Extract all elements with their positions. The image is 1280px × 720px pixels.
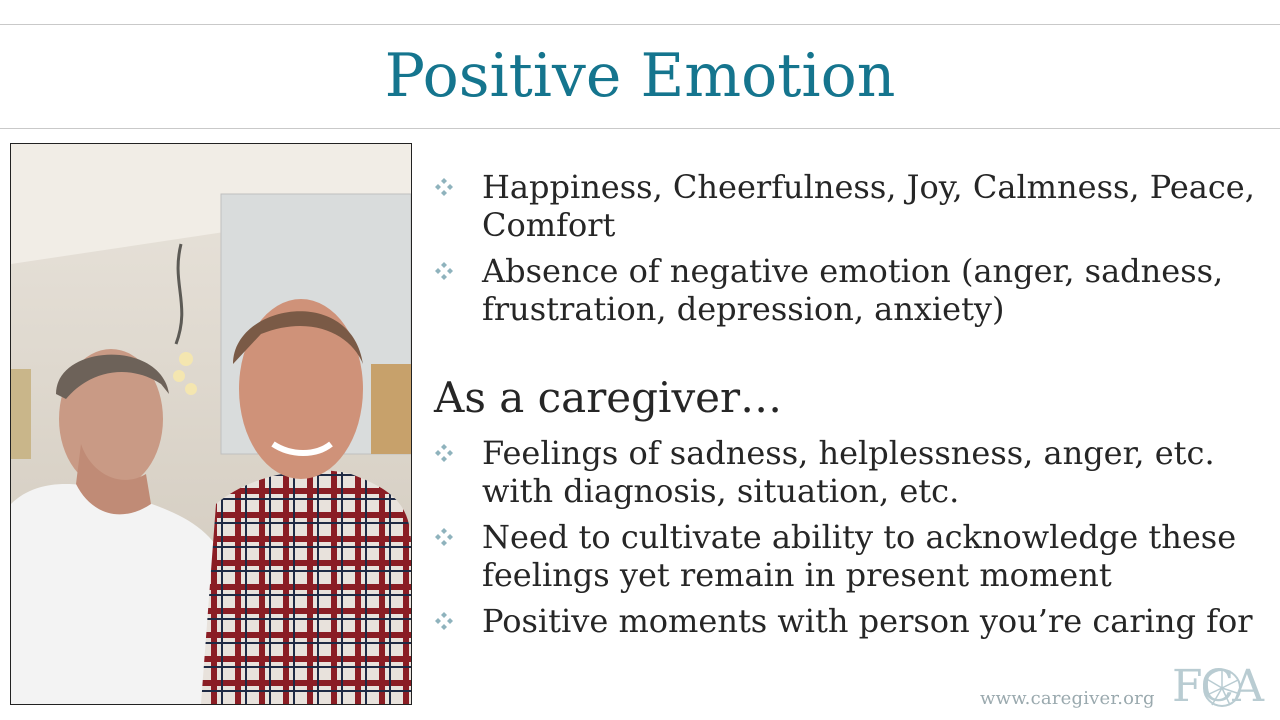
slide-content bbox=[434, 168, 1264, 648]
top-rule bbox=[0, 24, 1280, 25]
list-item bbox=[434, 518, 1264, 594]
list-item bbox=[434, 602, 1264, 640]
footer-url[interactable]: www.caregiver.org bbox=[980, 688, 1155, 709]
bullet-text: Positive moments with person you’re caring for bbox=[482, 602, 1253, 640]
list-item bbox=[434, 168, 1264, 244]
bullet-list-bottom bbox=[434, 434, 1264, 640]
four-diamond-bullet-icon bbox=[434, 261, 454, 281]
bullet-list-top bbox=[434, 168, 1264, 328]
bullet-text: Happiness, Cheerfulness, Joy, Calmness, Peace, Comfort bbox=[482, 168, 1255, 244]
bullet-text: Need to cultivate ability to acknowledge these feelings yet remain in present moment bbox=[482, 518, 1237, 594]
list-item bbox=[434, 252, 1264, 328]
logo-text: FCA bbox=[1172, 661, 1262, 712]
bullet-text: Absence of negative emotion (anger, sadness, frustration, depression, anxiety) bbox=[482, 252, 1224, 328]
four-diamond-bullet-icon bbox=[434, 527, 454, 547]
four-diamond-bullet-icon bbox=[434, 443, 454, 463]
list-item bbox=[434, 434, 1264, 510]
fca-logo bbox=[1172, 660, 1272, 714]
title-divider bbox=[0, 128, 1280, 129]
section-subheading: As a caregiver… bbox=[434, 373, 783, 422]
four-diamond-bullet-icon bbox=[434, 177, 454, 197]
bullet-text: Feelings of sadness, helplessness, anger, etc. with diagnosis, situation, etc. bbox=[482, 434, 1215, 510]
four-diamond-bullet-icon bbox=[434, 611, 454, 631]
couple-photo bbox=[10, 143, 412, 705]
slide-title: Positive Emotion bbox=[384, 41, 896, 111]
